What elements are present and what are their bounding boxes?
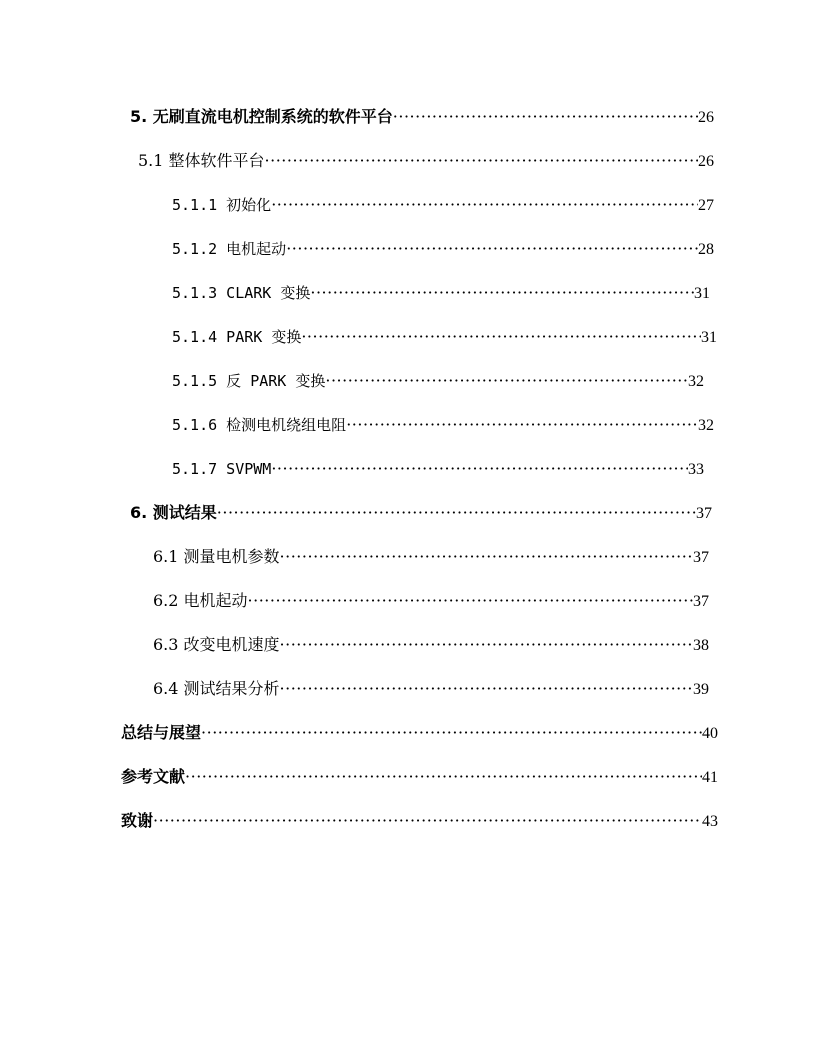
toc-entry-section-6-2[interactable] bbox=[153, 589, 709, 613]
toc-entry-summary[interactable] bbox=[121, 721, 718, 745]
toc-entry-section-6-1[interactable] bbox=[153, 545, 709, 569]
toc-entry-page: 31 bbox=[701, 329, 717, 346]
toc-entry-label: 5.1.3 CLARK 变换 bbox=[172, 284, 311, 302]
toc-entry-page: 39 bbox=[693, 681, 709, 698]
dot-leader bbox=[153, 809, 702, 833]
toc-entry-page: 31 bbox=[694, 285, 710, 302]
toc-entry-label: 5.1 整体软件平台 bbox=[138, 151, 265, 170]
toc-entry-page: 43 bbox=[702, 813, 718, 830]
dot-leader bbox=[271, 193, 698, 217]
toc-entry-page: 37 bbox=[693, 593, 709, 610]
toc-entry-section-5-1-6[interactable] bbox=[172, 413, 714, 437]
toc-entry-section-6-4[interactable] bbox=[153, 677, 709, 701]
dot-leader bbox=[271, 457, 688, 481]
toc-entry-section-5-1-1[interactable] bbox=[172, 193, 714, 217]
toc-entry-label: 参考文献 bbox=[121, 767, 186, 786]
toc-entry-label: 5.1.5 反 PARK 变换 bbox=[172, 372, 326, 390]
toc-entry-page: 37 bbox=[693, 549, 709, 566]
toc-entry-page: 26 bbox=[698, 109, 714, 126]
dot-leader bbox=[346, 413, 698, 437]
dot-leader bbox=[301, 325, 701, 349]
dot-leader bbox=[393, 105, 698, 129]
dot-leader bbox=[325, 369, 688, 393]
dot-leader bbox=[310, 281, 694, 305]
toc-entry-section-5-1-3[interactable] bbox=[172, 281, 710, 305]
toc-entry-section-5-1-4[interactable] bbox=[172, 325, 717, 349]
toc-entry-chapter-5[interactable] bbox=[130, 105, 714, 129]
dot-leader bbox=[280, 545, 693, 569]
dot-leader bbox=[286, 237, 698, 261]
dot-leader bbox=[217, 501, 696, 525]
toc-entry-section-5-1-7[interactable] bbox=[172, 457, 704, 481]
toc-entry-section-6-3[interactable] bbox=[153, 633, 709, 657]
toc-entry-label: 6.1 测量电机参数 bbox=[153, 547, 280, 566]
toc-entry-page: 27 bbox=[698, 197, 714, 214]
toc-entry-label: 5.1.4 PARK 变换 bbox=[172, 328, 302, 346]
toc-entry-label: 致谢 bbox=[121, 811, 154, 830]
toc-entry-page: 40 bbox=[702, 725, 718, 742]
toc-entry-references[interactable] bbox=[121, 765, 718, 789]
dot-leader bbox=[248, 589, 693, 613]
toc-entry-acknowledgements[interactable] bbox=[121, 809, 718, 833]
dot-leader bbox=[185, 765, 702, 789]
toc-entry-section-5-1-5[interactable] bbox=[172, 369, 704, 393]
toc-entry-section-5-1[interactable] bbox=[138, 149, 714, 173]
toc-entry-page: 33 bbox=[688, 461, 704, 478]
toc-entry-chapter-6[interactable] bbox=[130, 501, 712, 525]
toc-entry-page: 32 bbox=[688, 373, 704, 390]
toc-entry-label: 5.1.7 SVPWM bbox=[172, 460, 272, 478]
toc-entry-label: 5.1.6 检测电机绕组电阻 bbox=[172, 416, 347, 434]
toc-entry-label: 6.4 测试结果分析 bbox=[153, 679, 280, 698]
toc-entry-label: 总结与展望 bbox=[121, 723, 202, 742]
toc-entry-section-5-1-2[interactable] bbox=[172, 237, 714, 261]
toc-entry-page: 37 bbox=[696, 505, 712, 522]
dot-leader bbox=[280, 633, 693, 657]
toc-entry-label: 6.3 改变电机速度 bbox=[153, 635, 280, 654]
toc-entry-label: 6.2 电机起动 bbox=[153, 591, 248, 610]
toc-entry-page: 32 bbox=[698, 417, 714, 434]
toc-entry-label: 5. 无刷直流电机控制系统的软件平台 bbox=[130, 107, 393, 126]
dot-leader bbox=[201, 721, 702, 745]
toc-entry-label: 6. 测试结果 bbox=[130, 503, 217, 522]
toc-entry-label: 5.1.2 电机起动 bbox=[172, 240, 287, 258]
toc-entry-page: 38 bbox=[693, 637, 709, 654]
toc-entry-page: 26 bbox=[698, 153, 714, 170]
toc-entry-page: 41 bbox=[702, 769, 718, 786]
toc-entry-page: 28 bbox=[698, 241, 714, 258]
dot-leader bbox=[280, 677, 693, 701]
dot-leader bbox=[265, 149, 698, 173]
toc-entry-label: 5.1.1 初始化 bbox=[172, 196, 272, 214]
